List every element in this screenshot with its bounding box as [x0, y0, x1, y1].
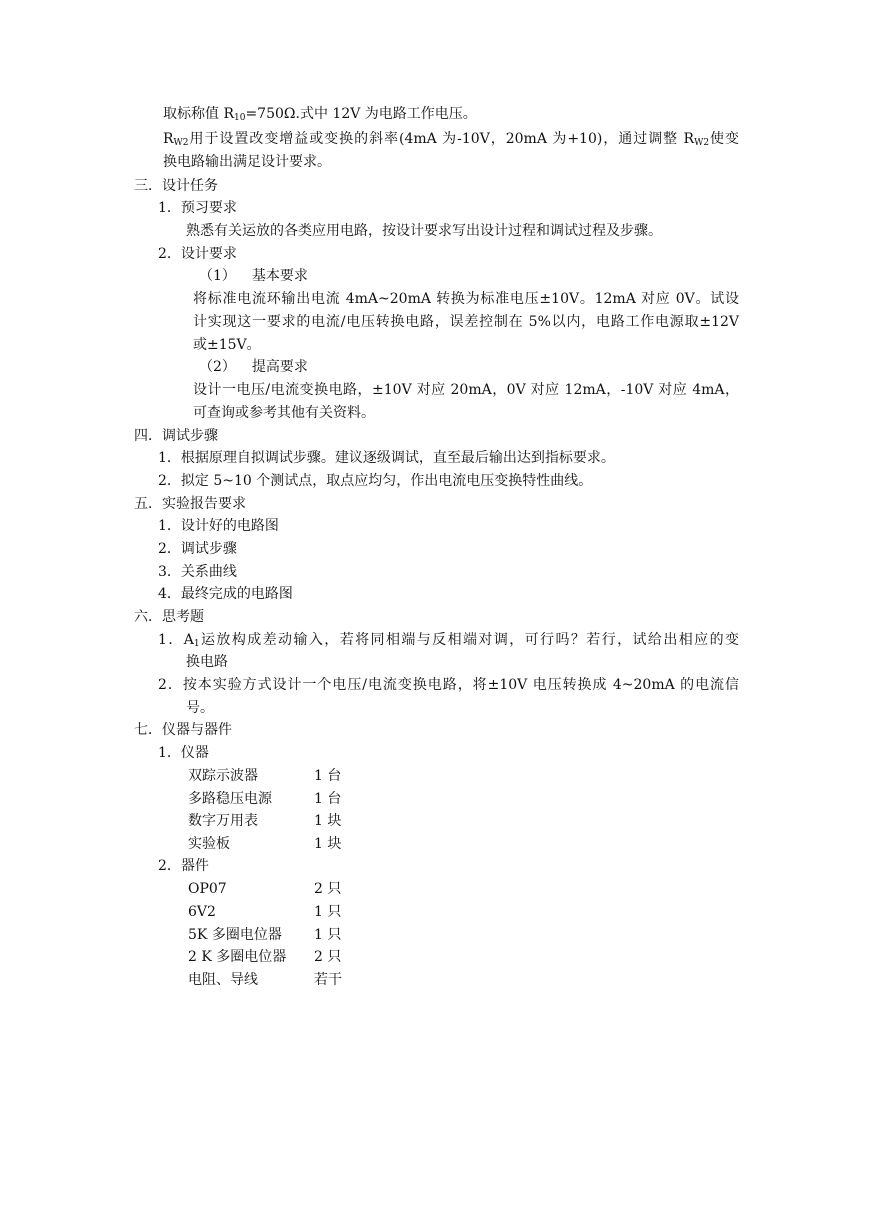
section-7-heading: 七．仪器与器件 — [134, 722, 232, 738]
s3-item-1-text: 熟悉有关运放的各类应用电路，按设计要求写出设计过程和调试过程及步骤。 — [186, 223, 662, 239]
instrument-qty: 1 台 — [314, 768, 342, 784]
s3-sub-1-line-2: 计实现这一要求的电流/电压转换电路，误差控制在 5%以内，电路工作电源取±12V — [193, 314, 739, 330]
s3-item-2: 2．设计要求 — [158, 246, 237, 262]
s3-sub-1-line-3: 或±15V。 — [193, 337, 261, 353]
s5-item: 4．最终完成的电路图 — [158, 586, 293, 602]
s6-question-1-line-2: 换电路 — [186, 654, 228, 670]
component-name: 6V2 — [188, 904, 216, 920]
s3-sub-2: （2） 提高要求 — [199, 359, 308, 375]
s6-question-1: 1．$A_1$运放构成差动输入，若将同相端与反相端对调，可行吗？若行，试给出相应的变 — [158, 632, 739, 649]
s3-item-1: 1．预习要求 — [158, 200, 237, 216]
instrument-name: 实验板 — [188, 836, 230, 852]
s5-item: 1．设计好的电路图 — [158, 518, 279, 534]
s6-question-2: 2．按本实验方式设计一个电压/电流变换电路，将±10V 电压转换成 4~20mA 的电流信 — [158, 677, 739, 693]
s3-sub-1: （1） 基本要求 — [199, 268, 308, 284]
component-qty: 若干 — [314, 972, 342, 988]
instrument-name: 多路稳压电源 — [188, 791, 272, 807]
component-qty: 1 只 — [314, 927, 342, 943]
component-qty: 2 只 — [314, 881, 342, 897]
instrument-qty: 1 块 — [314, 813, 342, 829]
component-name: 5K 多圈电位器 — [188, 927, 282, 943]
intro-line-2: $R_{W2}$用于设置改变增益或变换的斜率(4mA 为-10V，20mA 为+10)，通过调整 $R_{W2}$使变 — [163, 131, 739, 148]
s7-group-components: 2．器件 — [158, 858, 209, 874]
s5-item: 2．调试步骤 — [158, 541, 237, 557]
section-3-heading: 三．设计任务 — [134, 178, 218, 194]
component-qty: 1 只 — [314, 904, 342, 920]
component-qty: 2 只 — [314, 949, 342, 965]
instrument-qty: 1 块 — [314, 836, 342, 852]
s5-item: 3．关系曲线 — [158, 564, 237, 580]
s3-sub-2-line-2: 可查询或参考其他有关资料。 — [193, 405, 375, 421]
s6-question-2-line-2: 号。 — [186, 700, 214, 716]
component-name: 2 K 多圈电位器 — [188, 949, 287, 965]
component-name: 电阻、导线 — [188, 972, 258, 988]
section-4-heading: 四．调试步骤 — [134, 428, 218, 444]
instrument-name: 双踪示波器 — [188, 768, 258, 784]
instrument-qty: 1 台 — [314, 791, 342, 807]
component-name: OP07 — [188, 881, 227, 897]
section-6-heading: 六．思考题 — [134, 609, 204, 625]
s7-group-instruments: 1．仪器 — [158, 745, 209, 761]
section-5-heading: 五．实验报告要求 — [134, 496, 246, 512]
s3-sub-1-line-1: 将标准电流环输出电流 4mA~20mA 转换为标准电压±10V。12mA 对应 0V。试设 — [193, 291, 739, 307]
s4-item-2: 2．拟定 5~10 个测试点，取点应均匀，作出电流电压变换特性曲线。 — [158, 473, 593, 489]
intro-line-3: 换电路输出满足设计要求。 — [163, 154, 331, 170]
s3-sub-2-line-1: 设计一电压/电流变换电路，±10V 对应 20mA，0V 对应 12mA，-10V 对应 4mA， — [193, 382, 739, 398]
instrument-name: 数字万用表 — [188, 813, 258, 829]
intro-line-1: 取标称值 $R_{10}=750\Omega$.式中 12V 为电路工作电压。 — [163, 106, 477, 123]
s4-item-1: 1．根据原理自拟调试步骤。建议逐级调试，直至最后输出达到指标要求。 — [158, 450, 615, 466]
